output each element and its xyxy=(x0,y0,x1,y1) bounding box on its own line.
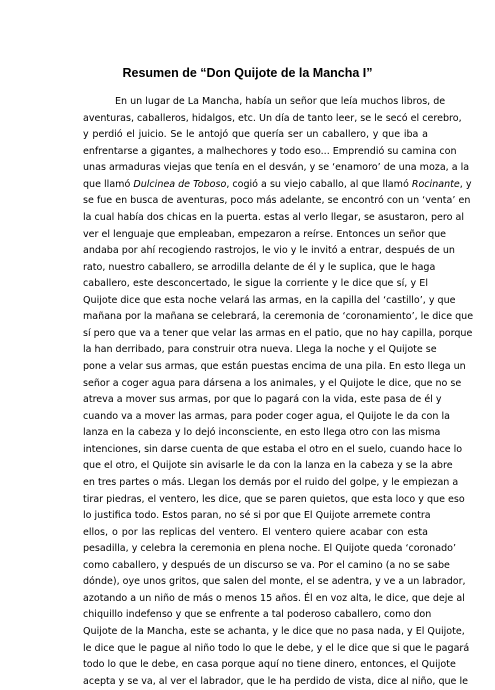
text-line: tirar piedras, el ventero, les dice, que se paren quietos, que esta loco y que eso xyxy=(83,493,465,505)
text-line: como caballero, y después de un discurso se va. Por el camino (a no se sabe xyxy=(83,559,450,571)
text-line: sí pero que va a tener que velar las armas en el patio, que no hay capilla, porque xyxy=(83,327,473,339)
text-line: y perdió el juicio. Se le antojó que quería ser un caballero, y que iba a xyxy=(83,129,428,141)
text-line: la cual había dos chicas en la puerta. estas al verlo llegar, se asustaron, pero al xyxy=(83,211,464,223)
text-line: pone a velar sus armas, que están puestas encima de una pila. En esto llega un xyxy=(83,361,466,372)
italic-term: Rocinante xyxy=(411,178,460,190)
text-line: chiquillo indefenso y que se enfrente a tal poderoso caballero, como don xyxy=(83,609,432,621)
document-body xyxy=(83,94,474,690)
text-line: atreva a mover sus armas, por que lo pagará con la vida, este pasa de él y xyxy=(83,394,442,406)
text-line: todo lo que le debe, en casa porque aquí no tiene dinero, entonces, el Quijote xyxy=(83,659,456,671)
text-line: se fue en busca de aventuras, poco más adelante, se encontró con un ‘venta’ en xyxy=(83,195,471,207)
text-line: lanza en la cabeza y lo dejó inconsciente, en esto llega otro con las misma xyxy=(83,427,441,439)
text-line: lo justifica todo. Estos paran, no sé si por que El Quijote arremete contra xyxy=(83,510,431,522)
text-line: mañana por la mañana se celebrará, la ceremonia de ‘coronamiento’, le dice que xyxy=(83,311,474,323)
text-line: andaba por ahí recogiendo rastrojos, le vio y le invitó a entrar, después de un xyxy=(83,245,455,257)
text-line: rato, nuestro caballero, se arrodilla delante de él y le suplica, que le haga xyxy=(83,261,436,273)
italic-term: Dulcinea de Toboso xyxy=(133,178,227,190)
text-line: que el otro, el Quijote sin avisarle le da con la lanza en la cabeza y se la abre xyxy=(83,460,453,472)
text-line: dónde), oye unos gritos, que salen del monte, el se adentra, y ve a un labrador, xyxy=(83,576,466,588)
text-line: azotando a un niño de más o menos 15 años. Él en voz alta, le dice, que deje al xyxy=(83,592,465,604)
text-line: unas armaduras viejas que tenía en el desván, y se ‘enamoro’ de una moza, a la xyxy=(83,162,470,174)
text-line: Quijote dice que esta noche velará las armas, en la capilla del ‘castillo’, y que xyxy=(83,294,456,306)
text-line: acepta y se va, al ver el labrador, que le ha perdido de vista, dice al niño, que le xyxy=(83,675,468,687)
text-line: pesadilla, y celebra la ceremonia en plena noche. El Quijote queda ‘coronado’ xyxy=(83,543,457,555)
text-line: le dice que le pague al niño todo lo que le debe, y el le dice que si que le pagará xyxy=(83,642,470,654)
text-line: enfrentarse a gigantes, a malhechores y todo eso... Emprendió su camina con xyxy=(83,145,457,157)
text-line: ellos, o por las replicas del ventero. El ventero quiere acabar con esta xyxy=(83,526,428,538)
text-line: cuando va a mover las armas, para poder coger agua, el Quijote le da con la xyxy=(83,410,450,422)
text-line: la han derribado, para construir otra nueva. Llega la noche y el Quijote se xyxy=(83,344,437,356)
document-title: Resumen de “Don Quijote de la Mancha I” xyxy=(122,66,373,80)
text-line: ver el lenguaje que empleaban, empezaron a reírse. Entonces un señor que xyxy=(83,228,447,240)
text-line: señor a coger agua para dársena a los animales, y el Quijote le dice, que no se xyxy=(83,377,462,389)
text-line: que llamó Dulcinea de Toboso, cogió a su viejo caballo, al que llamó Rocinante, y xyxy=(83,178,472,190)
text-line: en tres partes o más. Llegan los demás por el ruido del golpe, y le empiezan a xyxy=(83,476,459,488)
text-line: caballero, este desconcertado, le sigue la corriente y le dice que sí, y El xyxy=(83,278,428,290)
text-line: intenciones, sin darse cuenta de que estaba el otro en el suelo, cuando hace lo xyxy=(83,443,463,455)
text-line: Quijote de la Mancha, este se achanta, y le dice que no pasa nada, y El Quijote, xyxy=(83,626,465,637)
text-line: En un lugar de La Mancha, había un señor que leía muchos libros, de xyxy=(115,96,446,107)
text-line: aventuras, caballeros, hidalgos, etc. Un día de tanto leer, se le secó el cerebro, xyxy=(83,112,462,124)
